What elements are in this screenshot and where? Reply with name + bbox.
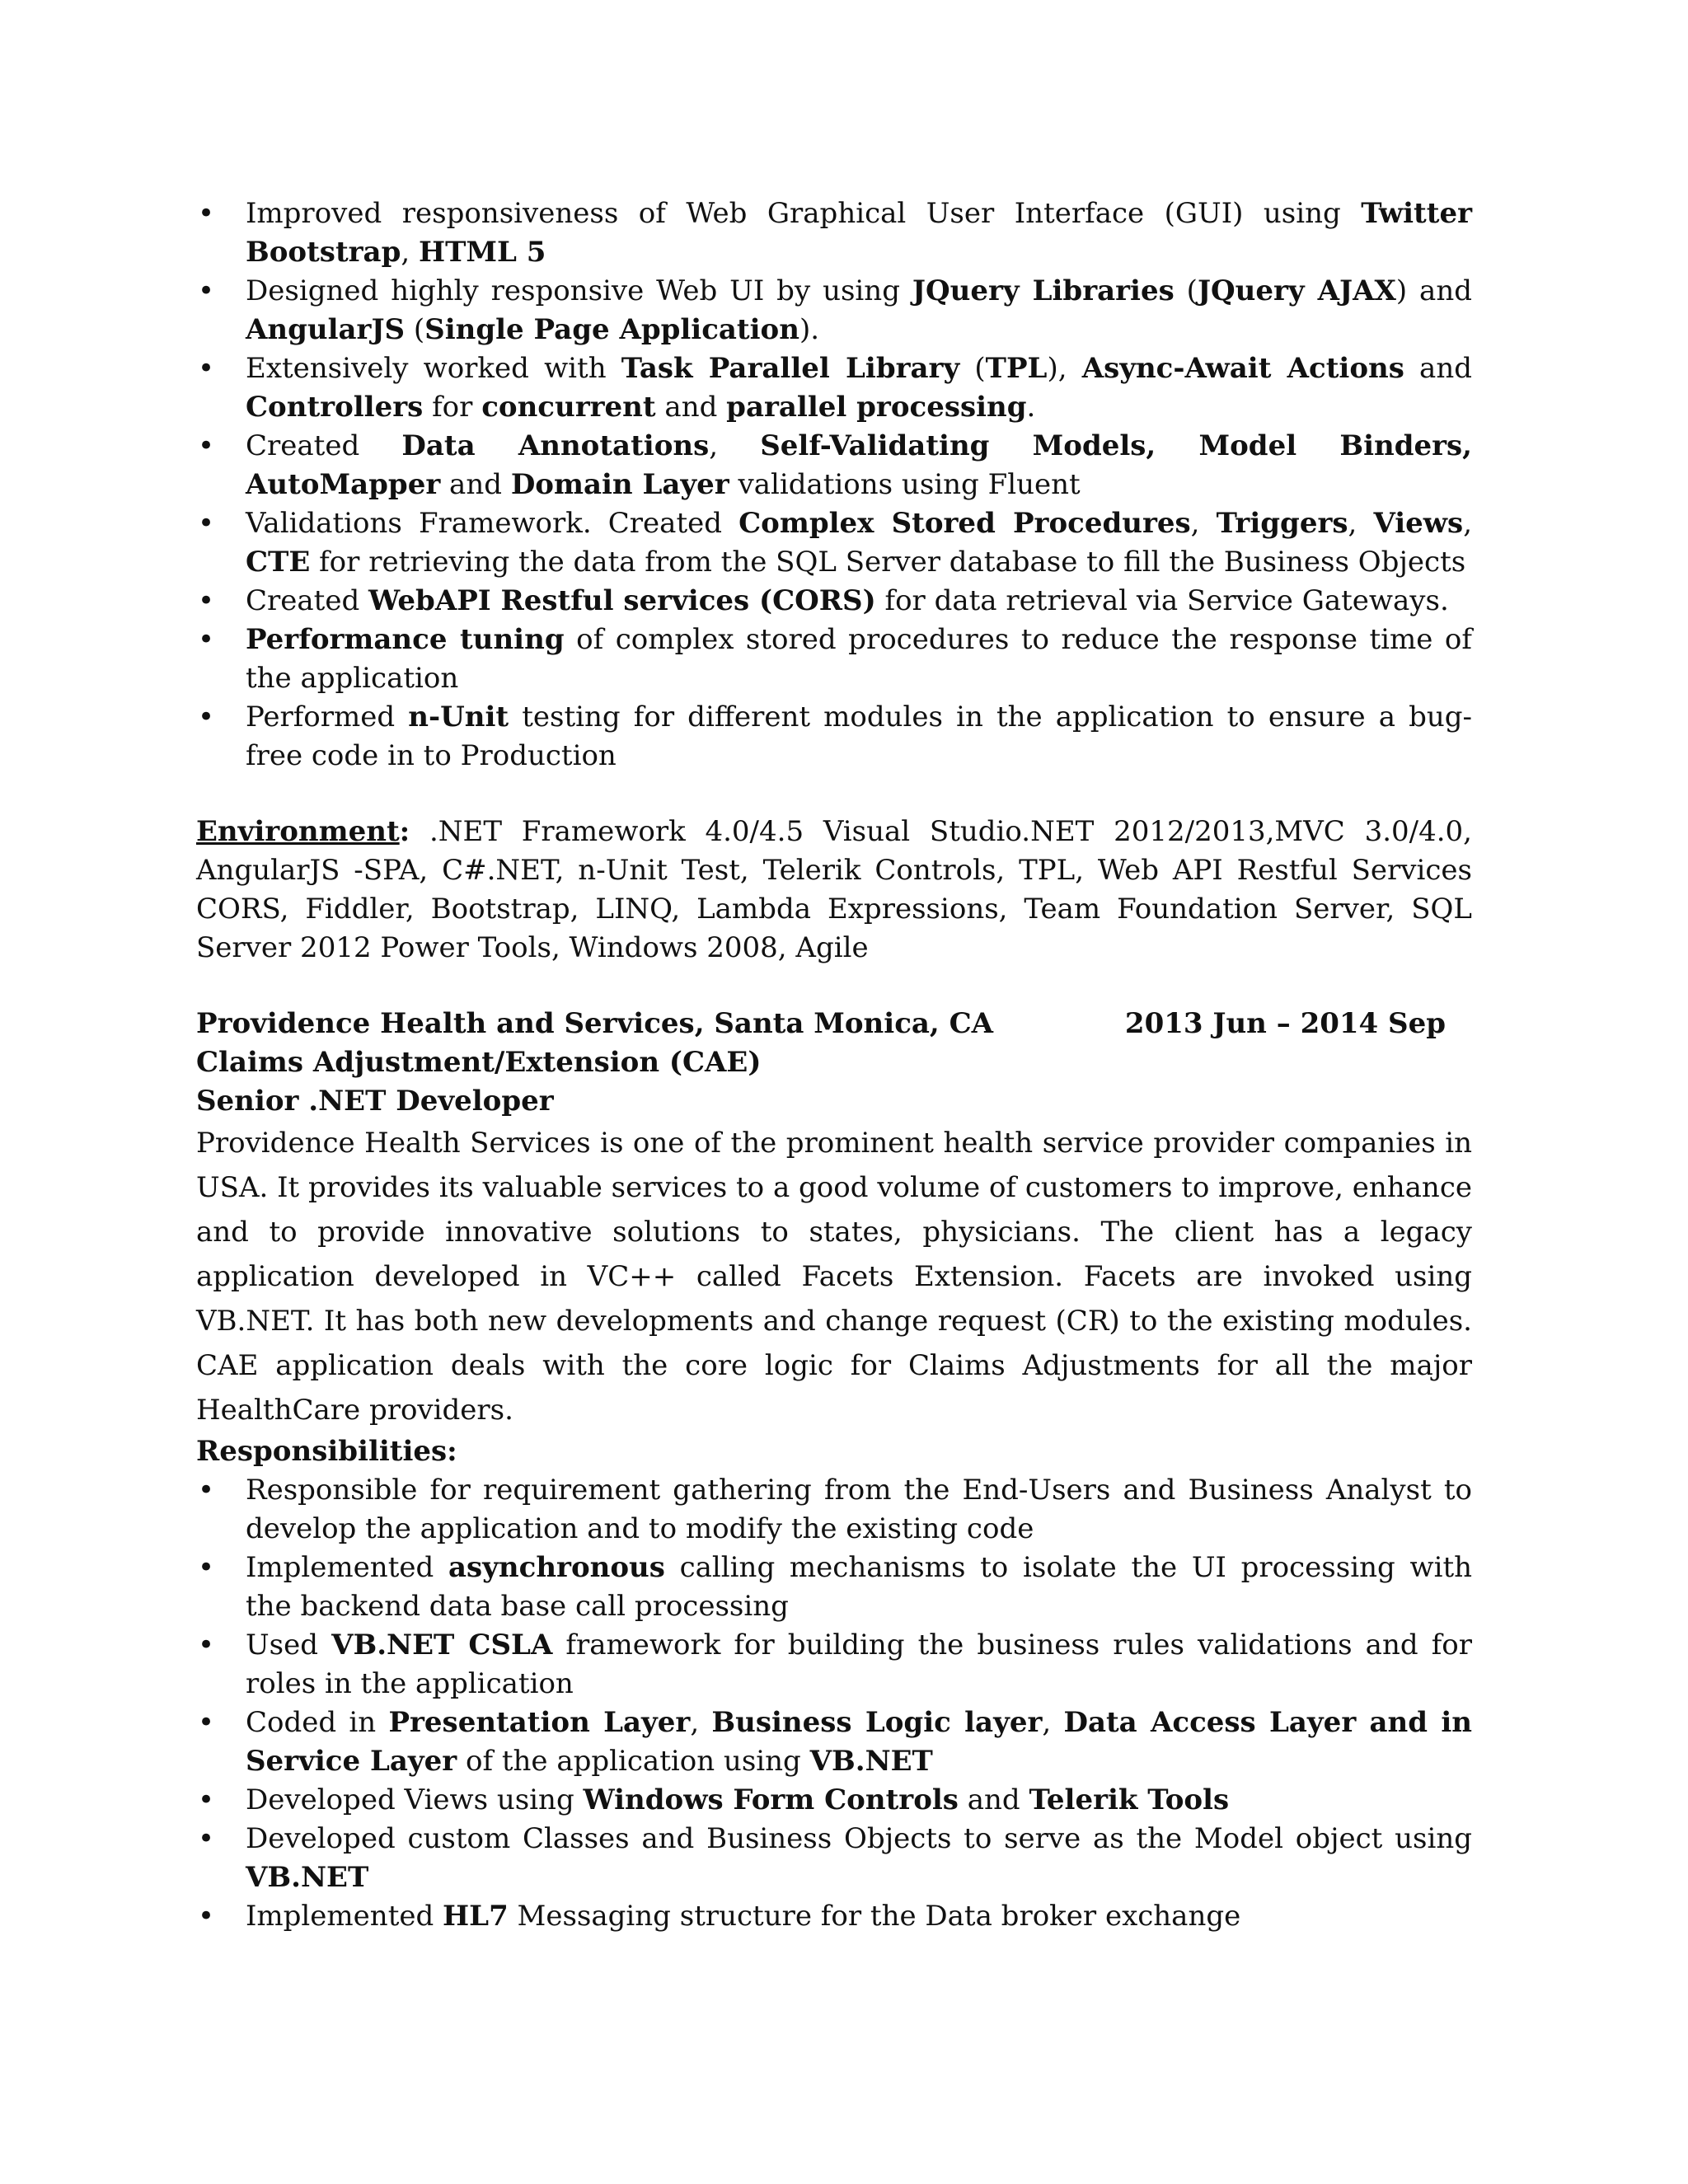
text: and — [440, 468, 511, 501]
text: Developed custom Classes and Business Objects to serve as the Model object using — [246, 1822, 1472, 1855]
bullet-icon: • — [198, 701, 215, 733]
bold-text: Complex Stored Procedures — [738, 507, 1191, 540]
environment-colon: : — [399, 815, 410, 848]
bold-text: Domain Layer — [510, 468, 729, 501]
text: Created — [246, 429, 402, 462]
text: ( — [1174, 274, 1198, 307]
bold-text: Task Parallel Library — [621, 352, 960, 385]
list-item — [196, 582, 1472, 621]
text: Developed Views using — [246, 1783, 584, 1816]
text: , — [690, 1706, 712, 1739]
responsibilities-list — [196, 1471, 1472, 1936]
text: for retrieving the data from the SQL Server database to fill the Business Objects — [310, 546, 1466, 579]
text: Performed — [246, 701, 409, 733]
bold-text: Windows Form Controls — [583, 1783, 959, 1816]
bullet-icon: • — [198, 623, 215, 656]
list-item — [196, 272, 1472, 349]
text: , — [1348, 507, 1374, 540]
bold-text: Business Logic layer — [711, 1706, 1043, 1739]
bold-text: HTML 5 — [419, 236, 546, 269]
text: of the application using — [457, 1745, 810, 1778]
bold-text: HL7 — [443, 1900, 509, 1933]
bold-text: VB.NET CSLA — [331, 1629, 553, 1661]
bullet-icon: • — [198, 352, 215, 385]
bold-text: JQuery Libraries — [912, 274, 1175, 307]
bold-text: AngularJS — [246, 313, 406, 346]
list-item — [196, 621, 1472, 698]
text: ( — [405, 313, 425, 346]
bold-text: TPL — [985, 352, 1048, 385]
bullet-icon: • — [198, 1551, 215, 1584]
project-name: Claims Adjustment/Extension (CAE) — [196, 1046, 762, 1079]
bold-text: asynchronous — [448, 1551, 665, 1584]
text: Messaging structure for the Data broker exchange — [508, 1900, 1241, 1933]
bold-text: VB.NET — [246, 1861, 369, 1894]
bold-text: CTE — [246, 546, 311, 579]
bullet-icon: • — [198, 429, 215, 462]
list-item — [196, 1704, 1472, 1781]
bullet-icon: • — [198, 1783, 215, 1816]
text: , — [1190, 507, 1217, 540]
bold-text: Presentation Layer — [388, 1706, 691, 1739]
list-item — [196, 698, 1472, 776]
job-section — [196, 1005, 1472, 1936]
bold-text: Data Annotations — [401, 429, 710, 462]
resume-page — [196, 194, 1472, 1936]
text: Implemented — [246, 1551, 448, 1584]
company-name: Providence Health and Services, Santa Monica, CA — [196, 1007, 994, 1040]
text: ( — [959, 352, 986, 385]
bold-text: WebAPI Restful services (CORS) — [368, 584, 876, 617]
list-item — [196, 1781, 1472, 1820]
text: and — [1404, 352, 1472, 385]
text: of complex stored procedures to reduce the response time of the application — [246, 623, 1472, 695]
text: . — [1026, 391, 1036, 424]
text: , — [709, 429, 761, 462]
bullet-icon: • — [198, 274, 215, 307]
list-item — [196, 1897, 1472, 1936]
bullet-icon: • — [198, 584, 215, 617]
list-item — [196, 1820, 1472, 1897]
environment-paragraph — [196, 813, 1472, 968]
job-role: Senior .NET Developer — [196, 1085, 554, 1118]
text: Created — [246, 584, 369, 617]
list-item — [196, 194, 1472, 272]
text: calling mechanisms to isolate the UI processing with the backend data base call processing — [246, 1551, 1473, 1623]
accomplishments-list — [196, 194, 1472, 776]
list-item — [196, 427, 1472, 504]
bold-text: n-Unit — [408, 701, 509, 733]
bold-text: Telerik Tools — [1029, 1783, 1230, 1816]
list-item — [196, 504, 1472, 582]
text: Responsible for requirement gathering from the End-Users and Business Analyst to develop the application and to modify the existing code — [246, 1474, 1472, 1545]
bullet-icon: • — [198, 1629, 215, 1661]
text: ). — [799, 313, 820, 346]
bold-text: Single Page Application — [424, 313, 799, 346]
text: for — [423, 391, 482, 424]
bold-text: Triggers — [1216, 507, 1348, 540]
text: Used — [246, 1629, 332, 1661]
bold-text: concurrent — [481, 391, 656, 424]
text: Implemented — [246, 1900, 443, 1933]
environment-label: Environment — [196, 815, 400, 848]
text: and — [958, 1783, 1029, 1816]
text: validations using Fluent — [729, 468, 1081, 501]
bold-text: parallel processing — [726, 391, 1027, 424]
responsibilities-heading: Responsibilities: — [196, 1435, 457, 1468]
environment-text: .NET Framework 4.0/4.5 Visual Studio.NET 2012/2013,MVC 3.0/4.0, AngularJS -SPA, C#.NET, n-Unit Test, Telerik Controls, TPL, Web API Restful Services CORS, Fiddler, Bootstrap, LINQ, Lambda Expressions, Team Foundation Server, SQL Server 2012 Power Tools, Windows 2008, Agile — [196, 815, 1472, 964]
bullet-icon: • — [198, 1706, 215, 1739]
job-header — [196, 1005, 1472, 1043]
bold-text: VB.NET — [809, 1745, 933, 1778]
text: framework for building the business rules validations and for roles in the application — [246, 1629, 1472, 1700]
bold-text: Controllers — [246, 391, 424, 424]
bold-text: Data Access Layer and in Service Layer — [246, 1706, 1472, 1778]
project-summary: Providence Health Services is one of the prominent health service provider companies in USA. It provides its valuable services to a good volume of customers to improve, enhance and to provide innovative solutions to states, physicians. The client has a legacy application developed in VC++ called Facets Extension. Facets are invoked using VB.NET. It has both new developments and change request (CR) to the existing modules. CAE application deals with the core logic for Claims Adjustments for all the major HealthCare providers. — [196, 1127, 1472, 1427]
text: Improved responsiveness of Web Graphical User Interface (GUI) using — [246, 197, 1362, 230]
job-dates: 2013 Jun – 2014 Sep — [1124, 1007, 1446, 1040]
bold-text: Async-Await Actions — [1081, 352, 1404, 385]
list-item — [196, 349, 1472, 427]
bullet-icon: • — [198, 197, 215, 230]
text: , — [401, 236, 419, 269]
bold-text: JQuery AJAX — [1197, 274, 1396, 307]
list-item — [196, 1471, 1472, 1549]
bold-text: Views — [1373, 507, 1464, 540]
text: Extensively worked with — [246, 352, 621, 385]
bullet-icon: • — [198, 1474, 215, 1507]
list-item — [196, 1626, 1472, 1704]
text: Designed highly responsive Web UI by using — [246, 274, 912, 307]
text: and — [655, 391, 727, 424]
bold-text: Twitter Bootstrap — [246, 197, 1472, 269]
text: ) and — [1395, 274, 1472, 307]
text: Coded in — [246, 1706, 389, 1739]
text: for data retrieval via Service Gateways. — [875, 584, 1449, 617]
bold-text: Self-Validating Models, Model Binders, AutoMapper — [246, 429, 1472, 501]
text: ), — [1047, 352, 1082, 385]
text: , — [1463, 507, 1472, 540]
bold-text: Performance tuning — [246, 623, 565, 656]
text: , — [1042, 1706, 1064, 1739]
bullet-icon: • — [198, 1822, 215, 1855]
list-item — [196, 1549, 1472, 1626]
bullet-icon: • — [198, 1900, 215, 1933]
text: Validations Framework. Created — [246, 507, 739, 540]
bullet-icon: • — [198, 507, 215, 540]
text: testing for different modules in the application to ensure a bug-free code in to Production — [246, 701, 1473, 772]
